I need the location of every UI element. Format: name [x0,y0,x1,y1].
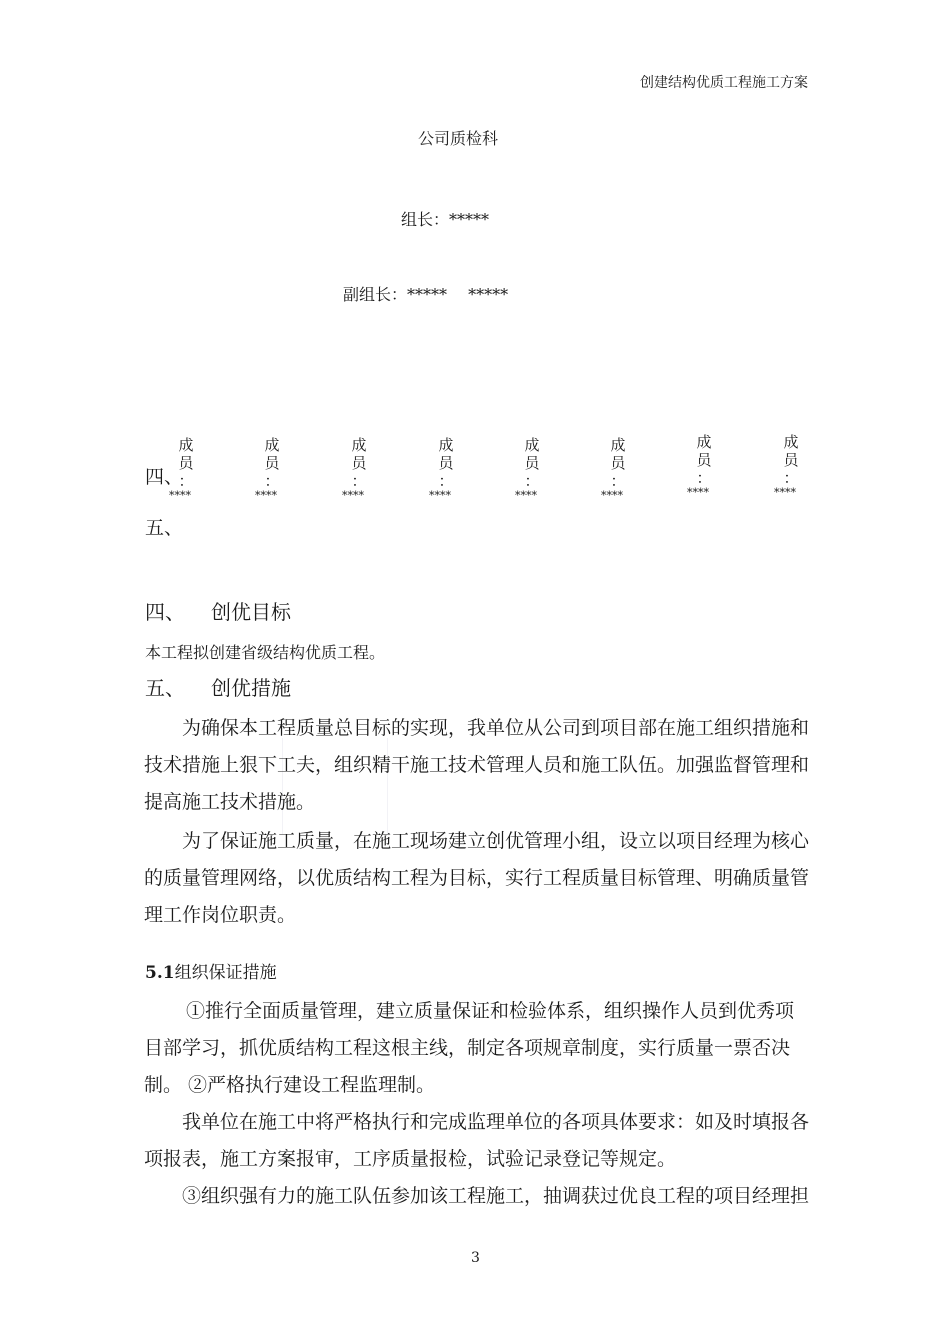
org-member-label-char: 员 [524,454,540,472]
org-member-name: **** [255,489,277,502]
org-member-label-char: 员 [696,451,712,469]
org-member-label-char: 成 [783,433,799,451]
org-member [515,436,543,502]
subsection-5-1 [145,958,277,983]
org-member-name: **** [515,489,537,502]
org-member-label-char: ： [438,472,454,490]
org-member-label-char: 员 [783,451,799,469]
org-member-label-char: 成 [696,433,712,451]
stray-heading-five: 五、 [145,517,184,539]
section-4-text: 本工程拟创建省级结构优质工程。 [145,643,386,662]
org-member-name: **** [169,489,191,502]
subsection-number: 5.1 [145,963,175,983]
org-member-label-char: 成 [178,436,194,454]
org-member-label-char: 成 [610,436,626,454]
org-member-name: **** [774,486,796,499]
org-member-name: **** [601,489,623,502]
org-member [687,433,715,499]
page-number: 3 [471,1250,480,1266]
org-member-label-char: 成 [351,436,367,454]
org-member [774,433,802,499]
org-member-label-char: ： [783,469,799,487]
paragraph-1: 为确保本工程质量总目标的实现，我单位从公司到项目部在施工组织措施和技术措施上狠下工夫，组织精干施工技术管理人员和施工队伍。加强监督管理和提高施工技术措施。 [144,717,810,813]
paragraph-6: ③组织强有力的施工队伍参加该工程施工，抽调获过优良工程的项目经理担 [182,1185,810,1207]
page-header: 创建结构优质工程施工方案 [640,75,808,91]
org-leader: 组长：***** [401,210,490,229]
org-member-label-char: 成 [524,436,540,454]
org-member-label-char: 员 [438,454,454,472]
org-member-label-char: ： [524,472,540,490]
org-member-label-char: 员 [264,454,280,472]
org-member [342,436,370,502]
org-member-label-char: ： [178,472,194,490]
paragraph-5: 我单位在施工中将严格执行和完成监理单位的各项具体要求：如及时填报各项报表，施工方案报审，工序质量报检，试验记录登记等规定。 [144,1111,810,1170]
org-member-label-char: ： [351,472,367,490]
org-member-label-char: ： [610,472,626,490]
org-member-label-char: ： [264,472,280,490]
org-member-name: **** [429,489,451,502]
paragraph-3: ①推行全面质量管理，建立质量保证和检验体系，组织操作人员到优秀项目部学习，抓优质结构工程这根主线，制定各项规章制度，实行质量一票否决制。 [144,1000,795,1096]
section-4-title: 创优目标 [211,600,291,624]
paragraph-4: ②严格执行建设工程监理制。 [188,1074,436,1096]
org-deputy: 副组长：***** ***** [343,285,509,304]
org-member-label-char: 成 [264,436,280,454]
org-member-label-char: 员 [178,454,194,472]
subsection-title: 组织保证措施 [174,963,277,983]
section-4-number: 四、 [145,600,185,624]
org-member-label-char: ： [696,469,712,487]
stray-heading-four: 四、 [145,466,184,488]
org-member-label-char: 员 [610,454,626,472]
org-member-name: **** [687,486,709,499]
section-5-title: 创优措施 [211,676,291,700]
section-5-number: 五、 [145,676,185,700]
org-member [255,436,283,502]
org-member-label-char: 成 [438,436,454,454]
org-dept: 公司质检科 [418,129,499,148]
paragraph-2: 为了保证施工质量，在施工现场建立创优管理小组，设立以项目经理为核心的质量管理网络，以优质结构工程为目标，实行工程质量目标管理、明确质量管理工作岗位职责。 [144,830,810,926]
org-member-name: **** [342,489,364,502]
org-member [429,436,457,502]
org-member [601,436,629,502]
org-member-label-char: 员 [351,454,367,472]
